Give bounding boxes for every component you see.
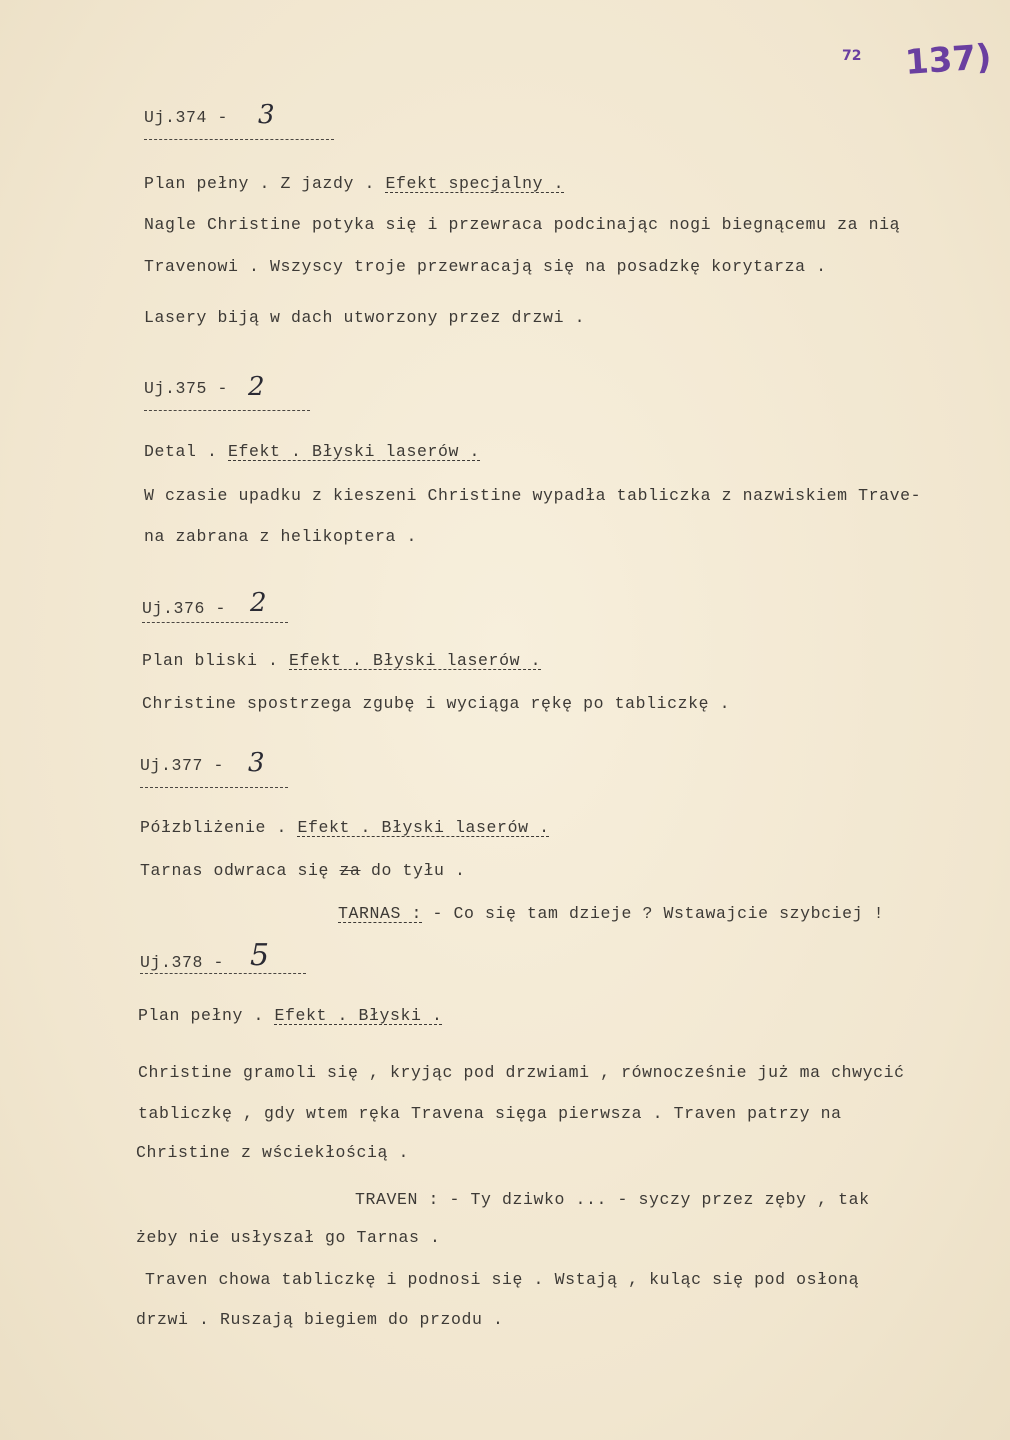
effect-label: Efekt . Błyski laserów . [289, 651, 542, 670]
effect-label: Efekt . Błyski . [274, 1006, 443, 1025]
text-line: tabliczkę , gdy wtem ręka Travena sięga pierwsza . Traven patrzy na [138, 1104, 842, 1123]
shot-description [138, 1006, 443, 1026]
shot-heading: Uj.378 - [140, 953, 225, 972]
speaker-name: TARNAS : [338, 904, 423, 923]
heading-rule [142, 622, 288, 623]
dialogue-line: TRAVEN : - Ty dziwko ... - syczy przez zęby , tak [355, 1190, 870, 1209]
shot-description [144, 174, 564, 194]
struck-text: za [339, 861, 361, 880]
text-line: Christine spostrzega zgubę i wyciąga rękę po tabliczkę . [142, 694, 731, 713]
text-line: Christine z wściekłością . [136, 1143, 410, 1162]
text-segment: Plan bliski . [142, 651, 290, 670]
shot-heading: Uj.377 - [140, 756, 225, 775]
handwritten-number: 2 [250, 588, 267, 618]
effect-label: Efekt . Błyski laserów . [297, 818, 550, 837]
text-segment: Tarnas odwraca się [140, 861, 340, 880]
text-line: drzwi . Ruszają biegiem do przodu . [136, 1310, 504, 1329]
page-number: 137) [903, 37, 993, 83]
shot-description [142, 651, 541, 671]
text-segment: do tyłu . [360, 861, 466, 880]
heading-rule [140, 973, 306, 974]
shot-description [144, 442, 480, 462]
shot-heading: Uj.376 - [142, 599, 227, 618]
text-line: W czasie upadku z kieszeni Christine wypadła tabliczka z nazwiskiem Trave- [144, 486, 922, 505]
text-line [140, 861, 466, 881]
handwritten-number: 2 [248, 372, 265, 402]
text-segment: Półzbliżenie . [140, 818, 298, 837]
text-line: Nagle Christine potyka się i przewraca podcinając nogi biegnącemu za nią [144, 215, 901, 234]
text-line: Travenowi . Wszyscy troje przewracają się na posadzkę korytarza . [144, 257, 827, 276]
handwritten-number: 5 [250, 938, 270, 973]
page-mark: 72 [842, 48, 862, 64]
effect-label: Efekt specjalny . [385, 174, 565, 193]
dialogue-line [338, 904, 884, 924]
text-segment: Detal . [144, 442, 229, 461]
heading-rule [144, 139, 334, 140]
handwritten-number: 3 [258, 100, 275, 130]
shot-heading: Uj.374 - [144, 108, 229, 127]
shot-heading: Uj.375 - [144, 379, 229, 398]
dialogue-text: - Co się tam dzieje ? Wstawajcie szybciej ! [422, 904, 885, 923]
shot-description [140, 818, 550, 838]
text-segment: Plan pełny . Z jazdy . [144, 174, 386, 193]
text-line: żeby nie usłyszał go Tarnas . [136, 1228, 441, 1247]
text-segment: Plan pełny . [138, 1006, 275, 1025]
text-line: Lasery biją w dach utworzony przez drzwi . [144, 308, 586, 327]
text-line: Traven chowa tabliczkę i podnosi się . Wstają , kuląc się pod osłoną [145, 1270, 860, 1289]
heading-rule [140, 787, 288, 788]
effect-label: Efekt . Błyski laserów . [228, 442, 481, 461]
text-line: Christine gramoli się , kryjąc pod drzwiami , równocześnie już ma chwycić [138, 1063, 905, 1082]
heading-rule [144, 410, 310, 411]
handwritten-number: 3 [248, 748, 265, 778]
text-line: na zabrana z helikoptera . [144, 527, 418, 546]
